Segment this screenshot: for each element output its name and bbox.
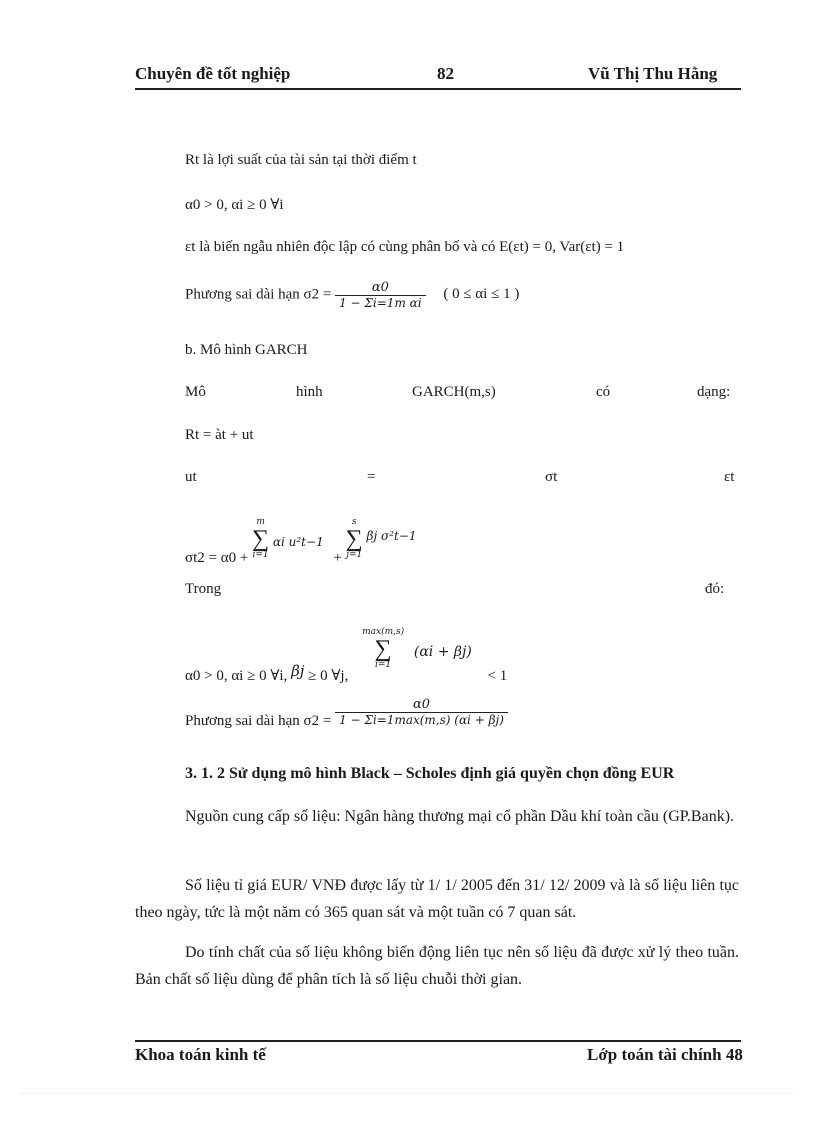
long-run-variance-garch — [185, 697, 508, 730]
section-b-heading: b. Mô hình GARCH — [185, 342, 308, 358]
garch-conditions — [185, 622, 508, 685]
footer-rule — [135, 1040, 741, 1042]
fraction2-denominator: 1 − Σi=1max(m,s) (αi + βj) — [339, 713, 504, 727]
page-bottom-dotted-line — [20, 1093, 796, 1094]
variance2-fraction — [335, 697, 508, 727]
ut-equals: = — [367, 469, 376, 485]
sum-beta-bottom: j=1 — [346, 550, 363, 560]
cond-mid: ≥ 0 ∀j, — [308, 668, 349, 685]
header-right: Vũ Thị Thu Hằng — [588, 64, 718, 83]
variance-label: Phương sai dài hạn σ2 = — [185, 286, 332, 303]
garch-form-word-1: Mô — [185, 384, 206, 400]
sum-beta — [346, 518, 363, 560]
variance-fraction — [335, 280, 425, 310]
section-3-1-2-heading: 3. 1. 2 Sử dụng mô hình Black – Scholes định giá quyền chọn đồng EUR — [185, 765, 675, 782]
long-run-variance-arch — [185, 280, 519, 310]
cond-sum-top: max(m,s) — [362, 627, 405, 637]
page-number: 82 — [437, 64, 454, 83]
cond-sum-symbol: ∑ — [374, 636, 392, 662]
garch-form-word-5: dạng: — [697, 384, 731, 400]
footer-right: Lớp toán tài chính 48 — [587, 1045, 743, 1064]
cond-sum — [362, 628, 404, 670]
alpha-conditions: α0 > 0, αi ≥ 0 ∀i — [185, 197, 284, 213]
sigma-plus: + — [333, 550, 342, 567]
fraction-numerator: α0 — [335, 280, 425, 296]
sigma-sum-symbol-1: ∑ — [252, 526, 270, 552]
sum-beta-term: βj σ²t−1 — [366, 529, 417, 544]
fraction2-numerator: α0 — [335, 697, 508, 713]
paragraph-2-text: Số liệu tỉ giá EUR/ VNĐ được lấy từ 1/ 1/ 2005 đến 31/ 12/ 2009 và là số liệu liên tục theo ngày, tức là một năm có 365 quan sát và một tuần có 7 quan sát. — [135, 877, 739, 921]
sum-alpha — [252, 518, 269, 560]
paragraph-3-text: Do tính chất của số liệu không biến động liên tục nên số liệu đã được xử lý theo tuần. Bản chất số liệu dùng để phân tích là số liệu chuỗi thời gian. — [135, 944, 739, 988]
ut-epsilon: εt — [724, 469, 735, 485]
footer-left: Khoa toán kinh tế — [135, 1045, 266, 1064]
conditional-variance-equation — [185, 510, 417, 567]
sum-alpha-term: αi u²t−1 — [272, 535, 324, 550]
paragraph-weekly-processing — [135, 939, 739, 993]
sum-alpha-top: m — [256, 517, 265, 527]
rt-definition: Rt là lợi suất của tài sản tại thời điểm t — [185, 152, 417, 168]
cond-sum-bottom: i=1 — [375, 660, 392, 670]
garch-form-word-2: hình — [296, 384, 323, 400]
sum-alpha-bottom: i=1 — [252, 550, 269, 560]
garch-form-word-4: có — [596, 384, 611, 400]
cond-right: < 1 — [487, 668, 508, 685]
sigma-sum-symbol-2: ∑ — [345, 526, 363, 552]
cond-beta: βj — [291, 662, 305, 681]
ut-sigma: σt — [545, 469, 558, 485]
do-word: đó: — [705, 581, 725, 597]
fraction-denominator: 1 − Σi=1m αi — [339, 296, 422, 310]
header-left: Chuyên đề tốt nghiệp — [135, 64, 291, 83]
variance-condition: ( 0 ≤ αi ≤ 1 ) — [443, 286, 520, 303]
epsilon-definition: εt là biến ngẫu nhiên độc lập có cùng phân bố và có E(εt) = 0, Var(εt) = 1 — [185, 239, 625, 255]
variance2-label: Phương sai dài hạn σ2 = — [185, 713, 332, 730]
cond-left: α0 > 0, αi ≥ 0 ∀i, — [185, 668, 288, 685]
cond-term: (αi + βj) — [413, 644, 472, 661]
paragraph-data-source — [135, 803, 739, 830]
paragraph-exchange-rate — [135, 872, 739, 926]
sum-beta-top: s — [351, 517, 357, 527]
return-equation: Rt = àt + ut — [185, 427, 254, 443]
garch-form-word-3: GARCH(m,s) — [412, 384, 496, 400]
sigma-lhs: σt2 = α0 + — [185, 550, 249, 567]
ut-lhs: ut — [185, 469, 197, 485]
trong-word: Trong — [185, 581, 222, 597]
header-rule — [135, 88, 741, 90]
paragraph-1-text: Nguồn cung cấp số liệu: Ngân hàng thương mại cổ phần Dầu khí toàn cầu (GP.Bank). — [185, 808, 735, 825]
